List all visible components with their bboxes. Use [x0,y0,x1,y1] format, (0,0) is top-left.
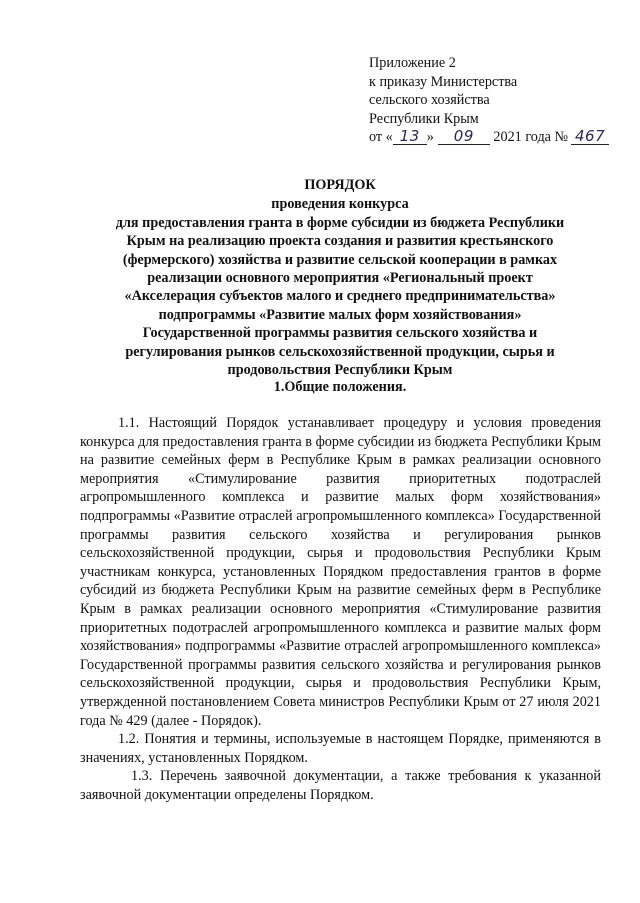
subtitle-line: реализации основного мероприятия «Региональный проект [147,270,533,287]
date-prefix: от « [369,129,393,146]
date-month-handwritten: 09 [453,127,474,146]
date-month-field [438,129,490,145]
subtitle-line: Крым на реализацию проекта создания и развития крестьянского [126,233,554,250]
date-day-handwritten: 13 [399,127,420,146]
subtitle-line: продовольствия Республики Крым [227,362,453,379]
order-number-handwritten: 467 [574,127,606,146]
document-title-block [80,176,600,379]
appendix-date-line [369,128,619,147]
appendix-line-2: к приказу Министерства [369,73,518,90]
subtitle-line: (фермерского) хозяйства и развитие сельской кооперации в рамках [122,251,558,268]
appendix-line-3: сельского хозяйства [369,92,490,109]
subtitle-line: подпрограммы «Развитие малых форм хозяйствования» [158,306,522,323]
date-mid: » [426,129,434,146]
document-title: ПОРЯДОК [304,177,376,193]
subtitle-line: проведения конкурса [271,196,409,213]
subtitle-line: «Акселерация субъектов малого и среднего предпринимательства» [124,288,556,305]
subtitle-line: для предоставления гранта в форме субсидии из бюджета Республики [115,214,565,231]
paragraph-1-2: 1.2. Понятия и термины, используемые в настоящем Порядке, применяются в значениях, установленных Порядком. [80,731,601,766]
appendix-line-4: Республики Крым [369,110,479,127]
document-subtitle [80,195,600,379]
subtitle-line: регулирования рынков сельскохозяйственной продукции, сырья и [125,343,555,360]
appendix-block [369,54,619,147]
subtitle-line: Государственной программы развития сельского хозяйства и [142,325,538,342]
document-body [80,414,601,804]
section-heading: 1.Общие положения. [273,379,407,395]
paragraph-1-3: 1.3. Перечень заявочной документации, а также требования к указанной заявочной документации определены Порядком. [80,768,601,803]
date-year-text: 2021 года № [493,129,569,146]
order-number-field [571,129,609,145]
appendix-line-1: Приложение 2 [369,55,456,71]
paragraph-1-1: 1.1. Настоящий Порядок устанавливает процедуру и условия проведения конкурса для предоставления гранта в форме субсидии из бюджета Республики Крым на развитие семейных ферм в Республике Крым в рамках реализации основного мероприятия «Стимулирование развития приоритетных подотраслей агропромышленного комплекса и развитие малых форм хозяйствования» подпрограммы «Развитие отраслей агропромышленного комплекса» Государственной программы развития сельского хозяйства и регулирования рынков сельскохозяйственной продукции, сырья и продовольствия Республики Крым участникам конкурса, установленных Порядком предоставления грантов в форме субсидий из бюджета Республики Крым на развитие семейных ферм в Республике Крым в рамках реализации основного мероприятия «Стимулирование развития приоритетных подотраслей агропромышленного комплекса и развитие малых форм хозяйствования» подпрограммы «Развитие отраслей агропромышленного комплекса» Государственной программы развития сельского хозяйства и регулирования рынков сельскохозяйственной продукции, сырья и продовольствия Республики Крым, утвержденной постановлением Совета министров Республики Крым от 27 июля 2021 года № 429 (далее - Порядок). [80,415,601,729]
date-day-field [393,129,427,145]
